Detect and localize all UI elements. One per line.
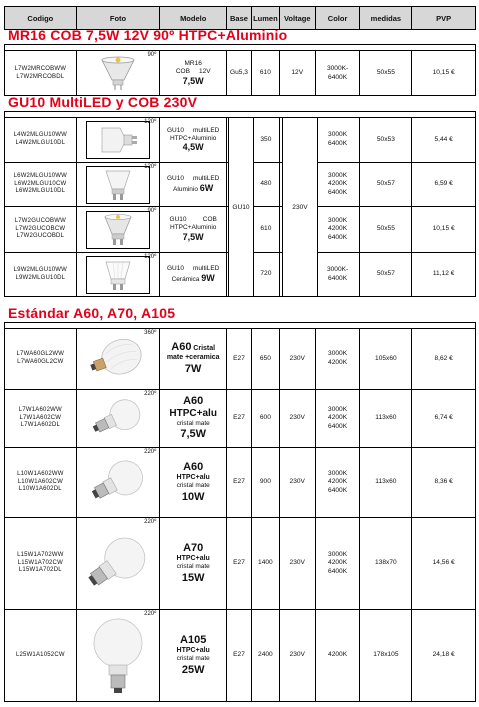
beam-angle: 90º — [147, 208, 157, 214]
model-cell — [160, 51, 227, 96]
medidas-cell: 50x57 — [360, 163, 412, 206]
a60-bulb-icon — [88, 396, 148, 442]
model-line-2: Cerámica — [171, 276, 200, 283]
model-wattage: 7,5W — [182, 75, 204, 86]
model-line-2: COB 12V — [175, 68, 211, 76]
color-cell: 3000K- 6400K — [316, 253, 361, 296]
header-base: Base — [227, 7, 252, 29]
model-line-2: HTPC+Aluminio — [169, 134, 217, 142]
a105-bulb-icon — [90, 615, 146, 697]
medidas-cell: 50x53 — [360, 118, 412, 162]
model-line-1: MR16 — [184, 60, 202, 68]
section-title-estandar: Estándar A60, A70, A105 — [8, 305, 176, 321]
pvp-cell: 8,36 € — [434, 478, 453, 486]
pvp-cell: 24,18 € — [432, 651, 455, 659]
model-sub-2: cristal mate — [176, 654, 210, 662]
lumen-cell: 650 — [252, 329, 280, 389]
model-wattage: 7W — [184, 363, 202, 376]
model-sub-1: HTPC+alu — [169, 408, 217, 420]
medidas-cell: 113x60 — [360, 390, 412, 447]
model-line-1: GU10 multiLED — [166, 265, 220, 273]
base-cell: Gu5,3 — [227, 51, 252, 96]
gu10-table — [4, 111, 476, 297]
color-cell: 3000K 4200K — [316, 329, 361, 389]
voltage-cell: 230V — [280, 448, 316, 517]
table-row — [5, 609, 475, 701]
medidas-cell: 50x55 — [360, 51, 412, 96]
product-codes: L15W1A702WW L15W1A702CW L15W1A702DL — [5, 518, 77, 609]
beam-angle: 220º — [144, 391, 157, 397]
photo-frame — [86, 121, 150, 159]
model-cell — [160, 163, 227, 206]
product-codes: L9W2MLGU10WW L9W2MLGU10DL — [5, 253, 77, 296]
product-photo — [77, 118, 161, 162]
beam-angle: 90º — [147, 52, 157, 58]
pvp-cell: 14,56 € — [432, 559, 455, 567]
table-row — [5, 329, 475, 389]
model-wattage: 10W — [181, 490, 205, 503]
model-wattage: 7,5W — [180, 428, 207, 441]
beam-angle: 220º — [144, 611, 157, 617]
product-codes: L10W1A602WW L10W1A602CW L10W1A602DL — [5, 448, 77, 517]
color-cell: 3000K 6400K — [316, 118, 361, 162]
lumen-cell: 1400 — [252, 518, 280, 609]
table-row — [5, 389, 475, 447]
table-row — [5, 51, 475, 96]
header-pvp: PVP — [436, 13, 452, 23]
lumen-cell: 480 — [252, 163, 280, 206]
model-wattage: 15W — [181, 571, 205, 584]
header-medidas: medidas — [360, 7, 412, 29]
model-sub-2: cristal mate — [176, 419, 210, 427]
mr16-bulb-icon — [98, 56, 138, 92]
product-codes: L7W2MRCOBWW L7W2MRCOBDL — [5, 51, 77, 96]
color-cell: 3000K 4200K 6400K — [316, 390, 361, 447]
voltage-cell: 230V — [280, 390, 316, 447]
model-sub-1: HTPC+alu — [176, 646, 210, 654]
model-cell — [160, 518, 227, 609]
medidas-cell: 178x105 — [360, 610, 412, 701]
gu10-ceramic-bulb-icon — [101, 258, 135, 292]
model-name: A70 — [183, 541, 204, 554]
section-title-mr16: MR16 COB 7,5W 12V 90º HTPC+Aluminio — [8, 27, 288, 43]
base-cell: E27 — [227, 448, 252, 517]
section-title-gu10: GU10 MultiLED y COB 230V — [8, 94, 198, 110]
pvp-cell: 5,44 € — [434, 135, 453, 143]
model-sub-2: cristal mate — [176, 481, 210, 489]
gu10-bulb-icon — [96, 125, 140, 155]
photo-frame — [86, 166, 150, 204]
model-cell — [160, 448, 227, 517]
voltage-cell: 230V — [280, 610, 316, 701]
merged-voltage-cell: 230V — [282, 118, 318, 296]
product-photo — [77, 207, 161, 252]
beam-angle: 220º — [144, 519, 157, 525]
model-wattage: 4,5W — [182, 142, 204, 153]
product-codes: L6W2MLGU10WW L6W2MLGU10CW L6W2MLGU10DL — [5, 163, 77, 206]
model-sub-1: HTPC+alu — [176, 554, 210, 562]
color-cell: 3000K 4200K 6400K — [316, 448, 361, 517]
model-name: A60 — [183, 460, 204, 473]
pvp-cell: 6,74 € — [434, 414, 453, 422]
header-modelo: Modelo — [160, 7, 227, 29]
mr16-table — [4, 44, 476, 96]
color-cell: 3000K- 6400K — [316, 51, 361, 96]
merged-base-cell: GU10 — [228, 118, 254, 296]
pvp-cell: 11,12 € — [432, 270, 455, 278]
color-cell: 3000K 4200K 6400K — [316, 163, 361, 206]
model-wattage: 25W — [181, 663, 205, 676]
product-codes: L4W2MLGU10WW L4W2MLGU10DL — [5, 118, 77, 162]
beam-angle: 120º — [144, 119, 157, 125]
model-line-2: Aluminio — [173, 186, 198, 193]
table-row — [5, 517, 475, 609]
medidas-cell: 50x55 — [360, 207, 412, 252]
beam-angle: 220º — [144, 449, 157, 455]
lumen-cell: 2400 — [252, 610, 280, 701]
voltage-cell: 230V — [280, 518, 316, 609]
pvp-cell: 10,15 € — [432, 225, 455, 233]
voltage-cell: 230V — [280, 329, 316, 389]
voltage-cell: 12V — [280, 51, 316, 96]
base-cell: E27 — [227, 610, 252, 701]
model-cell — [160, 118, 227, 162]
model-cell — [160, 207, 227, 252]
base-cell: E27 — [227, 390, 252, 447]
medidas-cell: 138x70 — [360, 518, 412, 609]
model-sub-1: HTPC+alu — [176, 473, 210, 481]
product-photo — [77, 448, 161, 517]
beam-angle: 120º — [144, 164, 157, 170]
model-sub-2: mate +ceramica — [166, 353, 220, 361]
product-photo — [77, 329, 161, 389]
product-photo — [77, 390, 161, 447]
beam-angle: 120º — [144, 254, 157, 260]
base-cell: E27 — [227, 329, 252, 389]
model-name: A60 — [171, 341, 192, 354]
lumen-cell: 900 — [252, 448, 280, 517]
product-photo — [77, 610, 161, 701]
model-line-1: GU10 COB — [169, 216, 217, 224]
lumen-cell: 600 — [252, 390, 280, 447]
product-codes: L25W1A1052CW — [5, 610, 77, 701]
base-cell: E27 — [227, 518, 252, 609]
model-cell — [160, 610, 227, 701]
model-cell — [160, 329, 227, 389]
model-line-1: GU10 multiLED — [166, 175, 220, 183]
header-voltage: Voltage — [280, 7, 316, 29]
model-cell — [160, 390, 227, 447]
a60-bulb-icon — [87, 456, 149, 510]
model-wattage: 7,5W — [182, 231, 204, 242]
model-wattage: 6W — [199, 183, 214, 193]
product-codes: L7W2GUCOBWW L7W2GUCOBCW L7W2GUCOBDL — [5, 207, 77, 252]
pvp-cell: 10,15 € — [432, 69, 455, 77]
model-line-1: GU10 multiLED — [166, 126, 220, 134]
medidas-cell: 105x60 — [360, 329, 412, 389]
medidas-cell: 113x60 — [360, 448, 412, 517]
estandar-table — [4, 322, 476, 702]
a60-filament-bulb-icon — [88, 336, 148, 382]
pvp-cell: 6,59 € — [434, 180, 453, 188]
header-color: Color — [316, 7, 361, 29]
model-sub-2: cristal mate — [176, 562, 210, 570]
photo-frame — [86, 211, 150, 249]
product-photo — [77, 163, 161, 206]
color-cell: 3000K 4200K 6400K — [316, 207, 361, 252]
gu10-bulb-icon — [101, 168, 135, 202]
product-photo — [77, 253, 161, 296]
lumen-cell: 720 — [252, 253, 280, 296]
product-photo — [77, 518, 161, 609]
lumen-cell: 610 — [252, 51, 280, 96]
beam-angle: 360º — [144, 330, 157, 336]
color-cell: 4200K — [316, 610, 361, 701]
product-photo — [77, 51, 161, 96]
model-line-2: HTPC+Aluminio — [169, 224, 217, 232]
model-sub-1: Cristal — [193, 345, 216, 353]
medidas-cell: 50x57 — [360, 253, 412, 296]
model-name: A60 — [183, 395, 204, 408]
lumen-cell: 610 — [252, 207, 280, 252]
model-cell — [160, 253, 227, 296]
header-foto: Foto — [77, 7, 161, 29]
product-codes: L7W1A602WW L7W1A602CW L7W1A602DL — [5, 390, 77, 447]
header-lumen: Lumen — [252, 7, 280, 29]
model-name: A105 — [180, 633, 207, 646]
color-cell: 3000K 4200K 6400K — [316, 518, 361, 609]
model-wattage: 9W — [201, 273, 215, 283]
table-row — [5, 447, 475, 517]
pvp-cell: 8,62 € — [434, 354, 453, 362]
gu10-cob-bulb-icon — [101, 213, 135, 247]
header-codigo: Codigo — [5, 7, 77, 29]
photo-frame — [86, 256, 150, 294]
a70-bulb-icon — [85, 529, 151, 599]
product-codes: L7WA60GL2WW L7WA60GL2CW — [5, 329, 77, 389]
lumen-cell: 350 — [252, 118, 280, 162]
